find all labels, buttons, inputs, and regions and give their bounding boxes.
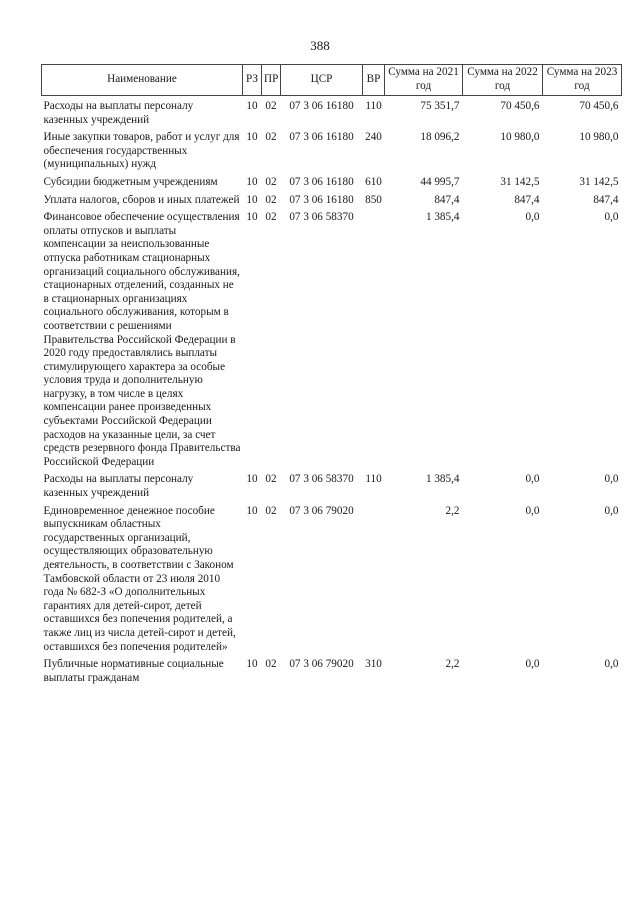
row-sum-2021: 2,2 xyxy=(445,658,460,671)
row-csr: 07 3 06 16180 xyxy=(289,131,354,144)
row-csr: 07 3 06 16180 xyxy=(289,193,354,206)
row-sum-2022: 70 450,6 xyxy=(500,100,540,112)
header-pr: ПР xyxy=(262,65,281,96)
row-rz: 10 xyxy=(246,658,258,671)
row-rz: 10 xyxy=(246,473,258,486)
row-pr: 02 xyxy=(265,131,277,144)
row-sum-2021: 1 385,4 xyxy=(425,473,460,486)
row-vr: 110 xyxy=(365,100,382,112)
row-vr: 110 xyxy=(365,473,382,486)
row-sum-2021: 44 995,7 xyxy=(420,175,460,188)
row-sum-2023: 31 142,5 xyxy=(579,175,619,188)
row-rz: 10 xyxy=(246,175,258,188)
row-name: Финансовое обеспечение осуществления оплаты отпусков и выплаты компенсации за неиспользованные отпуска работникам стационарных организаций социального обслуживания, стационарных отделений, созданных не в стационарных организациях социального обслуживания, которым в соответствии с решениями Правительства Российской Федерации в 2020 году предоставлялись выплаты стимулирующего характера за особые условия труда и дополнительную нагрузку, в том числе в целях компенсации ранее произведенных субъектами Российской Федерации расходов на указанные цели, за счет средств резервного фонда Правительства Российской Федерации xyxy=(43,211,241,468)
row-sum-2021: 2,2 xyxy=(445,504,460,517)
row-csr: 07 3 06 79020 xyxy=(289,504,354,517)
row-name: Субсидии бюджетным учреждениям xyxy=(43,175,218,188)
page-number: 388 xyxy=(310,38,330,53)
row-vr: 610 xyxy=(365,175,382,188)
row-vr xyxy=(363,211,385,469)
row-rz: 10 xyxy=(246,193,258,206)
row-pr: 02 xyxy=(265,100,277,112)
row-sum-2023: 70 450,6 xyxy=(579,100,619,112)
table-row xyxy=(42,131,622,172)
row-name: Единовременное денежное пособие выпускникам областных государственных организаций, осуществляющих образовательную деятельность, в соответствии с Законом Тамбовской области от 23 июля 2010 года № 682-З «О дополнительных гарантиях для детей-сирот, детей оставшихся без попечения родителей, а также лиц из числа детей-сирот и детей, оставшихся без попечения родителей» xyxy=(43,504,236,653)
header-name: Наименование xyxy=(42,65,243,96)
row-sum-2022: 0,0 xyxy=(525,658,540,671)
row-name: Уплата налогов, сборов и иных платежей xyxy=(43,193,240,206)
row-sum-2023: 0,0 xyxy=(604,658,619,671)
table-row xyxy=(42,176,622,190)
row-sum-2023: 0,0 xyxy=(604,504,619,517)
row-sum-2022: 0,0 xyxy=(525,473,540,486)
row-pr: 02 xyxy=(265,193,277,206)
budget-table xyxy=(41,64,622,685)
row-rz: 10 xyxy=(246,100,258,112)
row-sum-2022: 31 142,5 xyxy=(500,175,540,188)
row-rz: 10 xyxy=(246,211,258,224)
row-sum-2021: 75 351,7 xyxy=(420,100,460,112)
table-row xyxy=(42,211,622,469)
row-pr: 02 xyxy=(265,473,277,486)
row-csr: 07 3 06 16180 xyxy=(289,175,354,188)
row-sum-2021: 847,4 xyxy=(434,193,460,206)
header-rz: РЗ xyxy=(243,65,262,96)
row-rz: 10 xyxy=(246,504,258,517)
table-row xyxy=(42,505,622,655)
table-row xyxy=(42,658,622,685)
row-vr: 850 xyxy=(365,193,382,206)
row-sum-2021: 1 385,4 xyxy=(425,211,460,224)
row-vr: 240 xyxy=(365,131,382,144)
row-csr: 07 3 06 58370 xyxy=(289,473,354,486)
row-sum-2023: 10 980,0 xyxy=(579,131,619,144)
row-sum-2021: 18 096,2 xyxy=(420,131,460,144)
row-pr: 02 xyxy=(265,175,277,188)
row-csr: 07 3 06 58370 xyxy=(289,211,354,224)
row-sum-2023: 847,4 xyxy=(593,193,619,206)
header-csr: ЦСР xyxy=(281,65,363,96)
header-sum-2021: Сумма на 2021 год xyxy=(385,65,463,96)
row-sum-2022: 10 980,0 xyxy=(500,131,540,144)
row-rz: 10 xyxy=(246,131,258,144)
row-name: Расходы на выплаты персоналу казенных учреждений xyxy=(43,473,194,500)
row-pr: 02 xyxy=(265,658,277,671)
table-row xyxy=(42,100,622,127)
row-pr: 02 xyxy=(265,211,277,224)
row-name: Иные закупки товаров, работ и услуг для обеспечения государственных (муниципальных) нужд xyxy=(43,131,240,171)
row-vr: 310 xyxy=(365,658,382,671)
table-row xyxy=(42,194,622,208)
table-row xyxy=(42,473,622,500)
row-pr: 02 xyxy=(265,504,277,517)
header-sum-2022: Сумма на 2022 год xyxy=(463,65,543,96)
row-vr xyxy=(363,505,385,655)
row-sum-2023: 0,0 xyxy=(604,473,619,486)
row-sum-2022: 0,0 xyxy=(525,211,540,224)
row-sum-2022: 0,0 xyxy=(525,504,540,517)
row-csr: 07 3 06 16180 xyxy=(289,100,354,112)
table-header-row xyxy=(42,65,622,96)
header-sum-2023: Сумма на 2023 год xyxy=(543,65,622,96)
header-vr: ВР xyxy=(363,65,385,96)
row-sum-2023: 0,0 xyxy=(604,211,619,224)
row-sum-2022: 847,4 xyxy=(514,193,540,206)
row-name: Расходы на выплаты персоналу казенных учреждений xyxy=(43,100,194,126)
row-csr: 07 3 06 79020 xyxy=(289,658,354,671)
row-name: Публичные нормативные социальные выплаты гражданам xyxy=(43,658,224,684)
